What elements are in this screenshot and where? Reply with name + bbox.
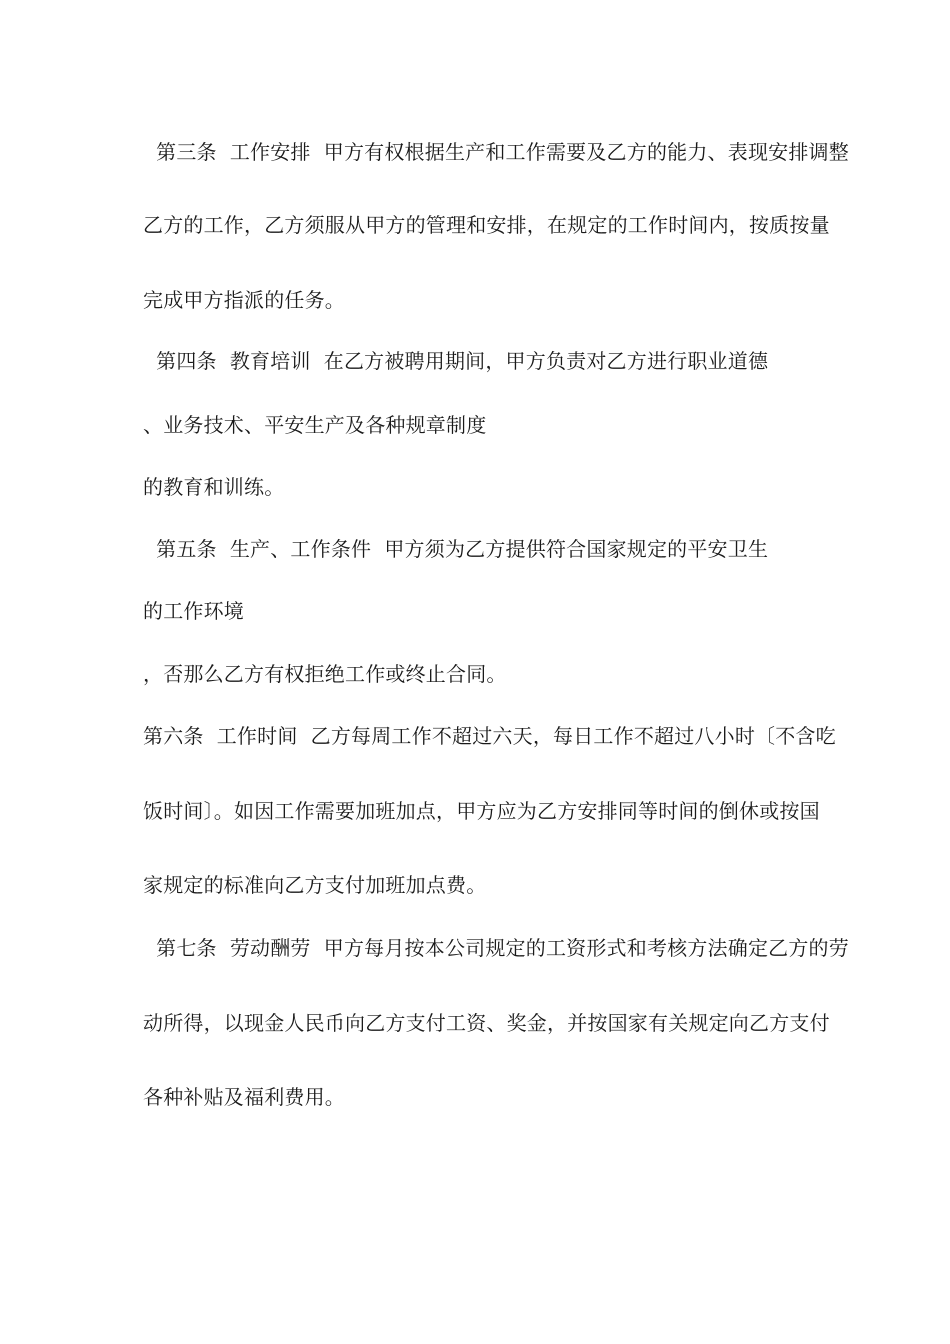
article-6-line-2: 饭时间〕。如因工作需要加班加点，甲方应为乙方安排同等时间的倒休或按国 xyxy=(143,799,820,823)
article-3-line-1: 第三条 工作安排 甲方有权根据生产和工作需要及乙方的能力、表现安排调整 xyxy=(143,140,849,164)
article-5-line-2: 的工作环境 xyxy=(143,599,244,623)
article-7-line-1: 第七条 劳动酬劳 甲方每月按本公司规定的工资形式和考核方法确定乙方的劳 xyxy=(143,936,849,960)
article-7-line-3: 各种补贴及福利费用。 xyxy=(143,1085,345,1109)
article-4-line-1: 第四条 教育培训 在乙方被聘用期间，甲方负责对乙方进行职业道德 xyxy=(143,349,769,373)
article-4-line-2: 、业务技术、平安生产及各种规章制度 xyxy=(143,413,487,437)
article-3-line-2: 乙方的工作，乙方须服从甲方的管理和安排，在规定的工作时间内，按质按量 xyxy=(143,213,830,237)
article-3-line-3: 完成甲方指派的任务。 xyxy=(143,288,345,312)
article-6-line-3: 家规定的标准向乙方支付加班加点费。 xyxy=(143,873,487,897)
article-5-line-3: ，否那么乙方有权拒绝工作或终止合同。 xyxy=(143,662,507,686)
article-7-line-2: 动所得，以现金人民币向乙方支付工资、奖金，并按国家有关规定向乙方支付 xyxy=(143,1011,830,1035)
article-6-line-1: 第六条 工作时间 乙方每周工作不超过六天，每日工作不超过八小时〔不含吃 xyxy=(143,724,836,748)
article-5-line-1: 第五条 生产、工作条件 甲方须为乙方提供符合国家规定的平安卫生 xyxy=(143,537,769,561)
article-4-line-3: 的教育和训练。 xyxy=(143,475,285,499)
